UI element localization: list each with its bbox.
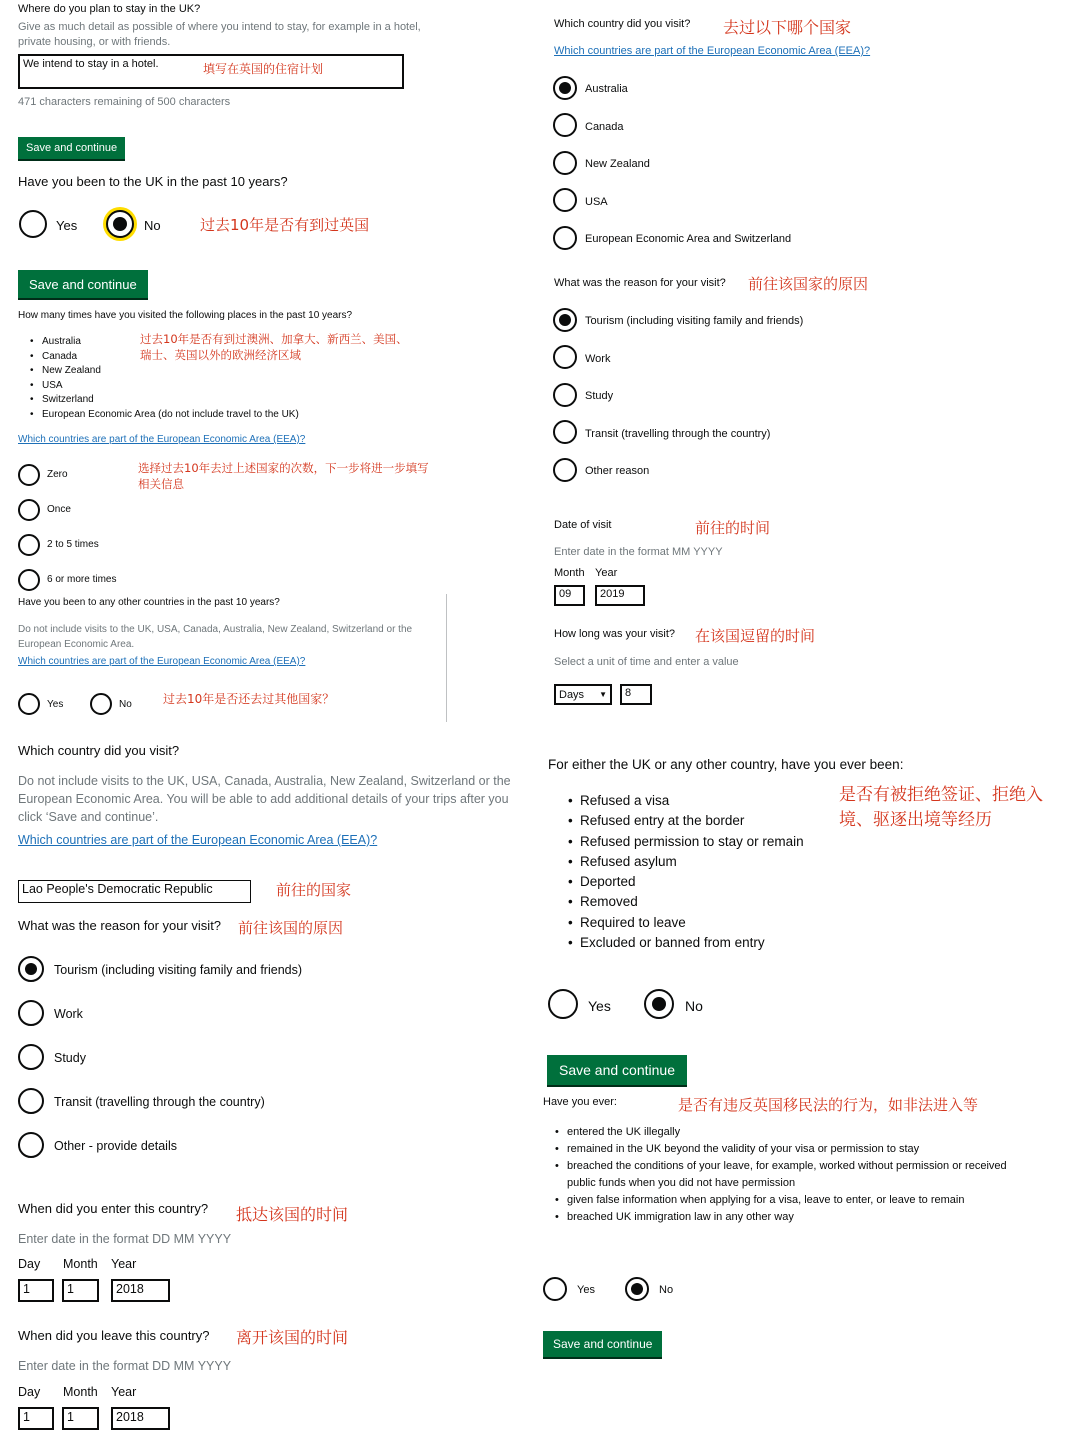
question-other-countries: Have you been to any other countries in the past 10 years? [18,597,280,608]
radio-new-zealand[interactable] [553,151,577,175]
radio-other-yes[interactable] [18,693,40,715]
radio-canada[interactable] [553,113,577,137]
annotation-reason: 前往该国家的原因 [748,275,869,293]
year-label: Year [111,1257,137,1271]
radio-ever-no[interactable] [625,1277,649,1301]
ever-item: • breached UK immigration law in any other way [553,1209,1023,1226]
panel-visited-country [540,0,1080,722]
eea-link[interactable]: Which countries are part of the European Economic Area (EEA)? [18,434,306,445]
label-yes: Yes [56,218,78,233]
radio-reason-transit[interactable] [553,420,577,444]
refused-item: • Refused asylum [566,852,804,872]
radio-times-once[interactable] [18,499,40,521]
question-enter-date: When did you enter this country? [18,1201,209,1216]
place-item: • European Economic Area (do not include travel to the UK) [28,408,299,423]
annotation-length: 在该国逗留的时间 [695,627,816,645]
refused-item: • Refused a visa [566,791,804,811]
label-reason-transit: Transit (travelling through the country) [54,1095,265,1109]
label-australia: Australia [585,83,628,95]
annotation-country: 去过以下哪个国家 [723,18,852,37]
date-of-visit-label: Date of visit [554,519,612,531]
label-canada: Canada [585,121,624,133]
ever-item: • given false information when applying for a visa, leave to enter, or leave to remain [553,1192,1023,1209]
leave-year-input[interactable]: 2018 [111,1407,170,1430]
eea-link[interactable]: Which countries are part of the European Economic Area (EEA)? [18,833,378,847]
hint-country: Do not include visits to the UK, USA, Canada, Australia, New Zealand, Switzerland or the European Economic Area. You will be able to add additional details of your trips after you click ‘Save and continue’. [18,774,511,824]
radio-selected-dot [652,997,666,1011]
radio-selected-dot [25,963,37,975]
radio-reason-work[interactable] [18,1000,44,1026]
annotation-enter: 抵达该国的时间 [236,1205,349,1224]
eea-link[interactable]: Which countries are part of the European Economic Area (EEA)? [554,45,871,57]
place-item: • New Zealand [28,364,299,379]
label-times-2-5: 2 to 5 times [47,539,99,550]
label-reason-work: Work [585,353,611,365]
divider-line [446,594,447,722]
question-times-visited: How many times have you visited the following places in the past 10 years? [18,310,353,321]
month-label: Month [554,567,585,579]
month-label-2: Month [63,1385,98,1399]
label-reason-tourism: Tourism (including visiting family and friends) [54,963,303,977]
label-reason-other: Other reason [585,465,650,477]
radio-refused-no[interactable] [644,989,674,1019]
annotation-places: 过去10年是否有到过澳洲、加拿大、新西兰、美国、瑞士、英国以外的欧洲经济区域 [140,332,408,362]
save-button-stay[interactable]: Save and continue [18,137,125,161]
chevron-down-icon: ▼ [599,690,607,699]
question-stay: Where do you plan to stay in the UK? [18,3,201,15]
radio-reason-work[interactable] [553,345,577,369]
hint-stay: Give as much detail as possible of where you intend to stay, for example in a hotel, private housing, or with friends. [18,21,421,48]
radio-usa[interactable] [553,188,577,212]
annotation-stay: 填写在英国的住宿计划 [203,62,324,76]
radio-reason-transit[interactable] [18,1088,44,1114]
label-reason-other: Other - provide details [54,1139,177,1153]
time-unit-value: Days [559,688,585,701]
date-hint-2: Enter date in the format DD MM YYYY [18,1359,232,1373]
stay-value: We intend to stay in a hotel. [23,58,159,70]
leave-day-input[interactable]: 1 [18,1407,54,1430]
question-country: Which country did you visit? [18,743,180,758]
label-reason-study: Study [585,390,614,402]
length-value-input[interactable]: 8 [620,684,652,705]
label-ever-no: No [659,1284,674,1296]
year-label: Year [595,567,618,579]
time-unit-select[interactable] [554,684,612,705]
refused-item: • Refused entry at the border [566,811,804,831]
radio-reason-other[interactable] [553,458,577,482]
radio-reason-tourism[interactable] [18,956,44,982]
label-new-zealand: New Zealand [585,158,650,170]
place-item: • Switzerland [28,393,299,408]
enter-day-input[interactable]: 1 [18,1279,54,1302]
label-other-yes: Yes [47,699,64,710]
label-refused-no: No [685,998,703,1014]
label-reason-tourism: Tourism (including visiting family and friends) [585,315,804,327]
label-eea-switzerland: European Economic Area and Switzerland [585,233,792,245]
place-item: • Canada [28,350,299,365]
date-hint: Enter date in the format DD MM YYYY [18,1232,232,1246]
label-times-6-plus: 6 or more times [47,574,117,585]
refused-item: • Required to leave [566,913,804,933]
label-no: No [144,218,161,233]
enter-month-input[interactable]: 1 [62,1279,99,1302]
question-length: How long was your visit? [554,628,676,640]
question-been-uk: Have you been to the UK in the past 10 years? [18,174,288,189]
annotation-leave: 离开该国的时间 [236,1328,349,1347]
refused-item: • Refused permission to stay or remain [566,832,804,852]
question-reason: What was the reason for your visit? [554,277,726,289]
refused-item: • Excluded or banned from entry [566,933,804,953]
annotation-country: 前往的国家 [276,881,352,899]
country-input[interactable]: Lao People's Democratic Republic [18,880,251,903]
annotation-reason: 前往该国的原因 [238,919,344,937]
annotation-been-uk: 过去10年是否有到过英国 [200,216,370,234]
panel-uk-history [0,0,450,722]
radio-reason-study[interactable] [18,1044,44,1070]
radio-selected-dot [631,1283,643,1295]
place-item: • Australia [28,335,299,350]
label-times-once: Once [47,504,71,515]
label-ever-yes: Yes [577,1284,595,1296]
day-label: Day [18,1257,41,1271]
label-reason-work: Work [54,1007,83,1021]
refused-list [566,791,804,953]
panel-immigration-history [530,722,1080,1440]
label-reason-transit: Transit (travelling through the country) [585,428,771,440]
date-hint: Enter date in the format MM YYYY [554,546,723,558]
save-button-refused[interactable]: Save and continue [547,1055,687,1087]
radio-selected-dot [113,217,127,231]
enter-year-input[interactable]: 2018 [111,1279,170,1302]
radio-eea-switzerland[interactable] [553,226,577,250]
radio-reason-study[interactable] [553,383,577,407]
refused-item: • Deported [566,872,804,892]
ever-item: • remained in the UK beyond the validity of your visa or permission to stay [553,1141,1023,1158]
radio-been-uk-no[interactable] [106,210,134,238]
radio-times-6-plus[interactable] [18,569,40,591]
month-label: Month [63,1257,98,1271]
hint-other-countries: Do not include visits to the UK, USA, Canada, Australia, New Zealand, Switzerland or the European Economic Area. [18,624,413,650]
question-country: Which country did you visit? [554,18,691,30]
question-leave-date: When did you leave this country? [18,1328,210,1343]
ever-list [553,1124,1023,1226]
refused-item: • Removed [566,892,804,912]
radio-refused-yes[interactable] [548,989,578,1019]
annotation-other: 过去10年是否还去过其他国家？ [163,692,335,706]
label-reason-study: Study [54,1051,86,1065]
ever-item: • breached the conditions of your leave, for example, worked without permission or received public funds when you did not have permission [553,1158,1023,1192]
visit-month-input[interactable]: 09 [554,585,585,606]
save-button-been-uk[interactable]: Save and continue [18,270,148,300]
annotation-ever: 是否有违反英国移民法的行为，如非法进入等 [678,1096,979,1114]
visit-year-input[interactable]: 2019 [595,585,645,606]
radio-reason-other[interactable] [18,1132,44,1158]
radio-times-zero[interactable] [18,464,40,486]
question-ever: Have you ever: [543,1096,617,1108]
annotation-date: 前往的时间 [695,519,771,537]
radio-ever-yes[interactable] [543,1277,567,1301]
panel-other-country [0,722,530,1440]
label-times-zero: Zero [47,469,68,480]
eea-link-2[interactable]: Which countries are part of the European Economic Area (EEA)? [18,656,306,667]
radio-times-2-5[interactable] [18,534,40,556]
annotation-times: 选择过去10年去过上述国家的次数，下一步将进一步填写相关信息 [138,461,429,491]
character-count: 471 characters remaining of 500 characters [18,96,231,108]
label-refused-yes: Yes [588,998,611,1014]
radio-australia[interactable] [553,76,577,100]
day-label-2: Day [18,1385,41,1399]
question-refused: For either the UK or any other country, have you ever been: [548,757,904,772]
ever-item: • entered the UK illegally [553,1124,1023,1141]
question-reason: What was the reason for your visit? [18,918,222,933]
label-other-no: No [119,699,132,710]
annotation-refused: 是否有被拒绝签证、拒绝入境、驱逐出境等经历 [839,785,1043,830]
length-hint: Select a unit of time and enter a value [554,656,739,668]
save-button-ever[interactable]: Save and continue [543,1331,662,1359]
place-item: • USA [28,379,299,394]
radio-reason-tourism[interactable] [553,308,577,332]
radio-been-uk-yes[interactable] [19,210,47,238]
leave-month-input[interactable]: 1 [62,1407,99,1430]
radio-selected-dot [559,82,571,94]
label-usa: USA [585,196,608,208]
year-label-2: Year [111,1385,137,1399]
radio-selected-dot [559,314,571,326]
radio-other-no[interactable] [90,693,112,715]
